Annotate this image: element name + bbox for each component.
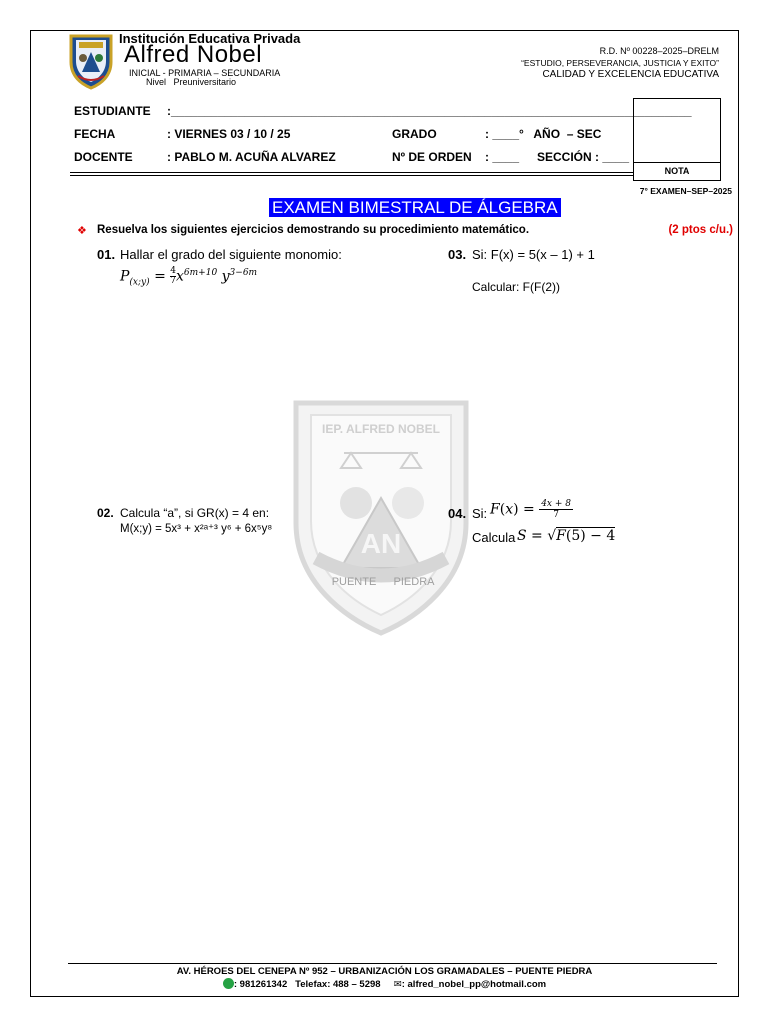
footer-contact <box>30 978 739 990</box>
problem-04-number: 04. <box>448 506 467 521</box>
rd-number: R.D. Nº 00228–2025–DRELM <box>599 46 719 56</box>
teacher-value: : PABLO M. ACUÑA ALVAREZ <box>167 150 336 164</box>
order-field[interactable]: : ____ <box>485 150 520 164</box>
institution-type: Institución Educativa Privada <box>119 31 301 46</box>
institution-name: Alfred Nobel <box>124 41 263 68</box>
grade-label: GRADO <box>392 127 437 141</box>
exam-title-wrap <box>269 198 561 218</box>
date-label: FECHA <box>74 127 116 141</box>
problem-03-extra: Calcular: F(F(2)) <box>472 280 561 294</box>
footer-phone: : 981261342 <box>233 979 288 990</box>
instruction-bullet: ❖ <box>77 225 87 237</box>
watermark-center-text: AN <box>360 528 402 559</box>
school-motto: “ESTUDIO, PERSEVERANCIA, JUSTICIA Y EXITO” <box>521 58 719 68</box>
order-label: Nº DE ORDEN <box>392 150 472 164</box>
footer-address: AV. HÉROES DEL CENEPA Nº 952 – URBANIZACIÓN LOS GRAMADALES – PUENTE PIEDRA <box>176 966 593 977</box>
problem-01-formula: $P_{(x;y)}$ = $\frac{4}{7}$ $x^{6m+10}$ $y^{3-6m}$ <box>120 266 258 288</box>
problem-04-extra: Calcula <box>472 530 516 545</box>
grade-field[interactable]: : ____° AÑO – SEC <box>485 127 602 141</box>
problem-03-number: 03. <box>448 247 467 262</box>
exam-title: EXAMEN BIMESTRAL DE ÁLGEBRA <box>269 198 561 217</box>
footer-email[interactable]: : alfred_nobel_pp@hotmail.com <box>401 979 547 990</box>
exam-code: 7° EXAMEN–SEP–2025 <box>639 186 732 196</box>
problem-02-number: 02. <box>97 506 114 520</box>
divider-bottom <box>70 175 633 176</box>
envelope-icon: ✉ <box>393 979 402 990</box>
problem-01-number: 01. <box>97 247 116 262</box>
footer-divider <box>68 963 717 964</box>
institution-pre-level: Nivel Preuniversitario <box>146 77 237 87</box>
quality-slogan: CALIDAD Y EXCELENCIA EDUCATIVA <box>542 69 719 80</box>
problem-04-formula-f: F(x) = $\frac{4x + 8}{7}$ <box>490 499 571 520</box>
section-field[interactable]: SECCIÓN : ____ <box>537 150 630 164</box>
problem-02-extra: M(x;y) = 5x³ + x²ᵃ⁺³ y⁶ + 6x⁵y⁸ <box>120 523 273 535</box>
problem-04-formula-s: S = √F(5) − 4 <box>517 528 616 544</box>
divider-top <box>70 172 633 173</box>
student-label: ESTUDIANTE <box>74 104 151 118</box>
school-crest-logo <box>66 32 116 90</box>
whatsapp-icon <box>223 978 234 989</box>
problem-02-text: Calcula “a”, si GR(x) = 4 en: <box>120 506 270 520</box>
grade-box[interactable] <box>633 98 721 181</box>
footer-telefax: Telefax: 488 – 5298 <box>295 979 381 990</box>
points-note: (2 ptos c/u.) <box>668 224 733 236</box>
student-field[interactable]: :______________________________________________________________________________ <box>167 104 692 118</box>
date-value: : VIERNES 03 / 10 / 25 <box>167 127 291 141</box>
institution-levels: INICIAL - PRIMARIA – SECUNDARIA <box>129 68 281 78</box>
problem-01-text: Hallar el grado del siguiente monomio: <box>120 247 342 262</box>
watermark-top-text: IEP. ALFRED NOBEL <box>321 422 441 436</box>
instruction-text: Resuelva los siguientes ejercicios demostrando su procedimiento matemático. <box>97 224 530 236</box>
grade-box-label: NOTA <box>664 166 690 176</box>
watermark-bottom-left: PUENTE <box>331 576 377 588</box>
watermark-bottom-right: PIEDRA <box>393 576 435 588</box>
problem-04-text: Si: <box>472 506 488 521</box>
problem-03-text: Si: F(x) = 5(x – 1) + 1 <box>472 247 595 262</box>
teacher-label: DOCENTE <box>74 150 133 164</box>
